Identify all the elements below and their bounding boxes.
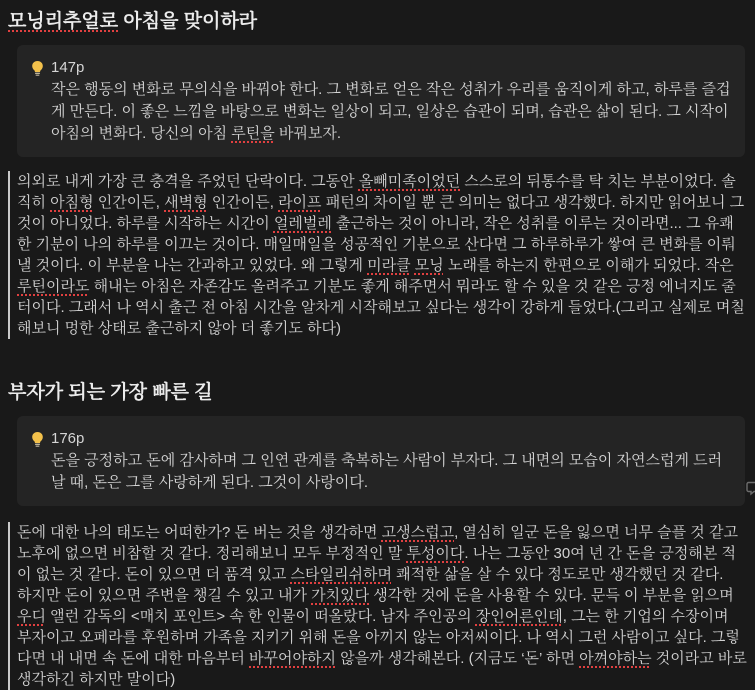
text-run: 돈을 긍정하고 돈에 감사하며 그 인연 관계를 축복하는 사람이 부자다. 그 내면의 모습이 자연스럽게 드러날 때, 돈은 그를 사랑하게 된다. 그것이 사랑이다. bbox=[51, 452, 723, 491]
misspelled-text: 모닝 bbox=[414, 257, 444, 274]
misspelled-text: 고생스럽고 bbox=[381, 524, 455, 541]
callout-quote-176p[interactable] bbox=[17, 416, 745, 506]
text-run: 노래를 하는지 한편으로 이해가 되었다. 작은 bbox=[443, 257, 734, 274]
text-run: 인간이든, bbox=[207, 194, 279, 211]
text-run: 앨런 감독의 <매치 포인트> 속 한 인물이 떠올랐다. 남자 주인공의 bbox=[45, 608, 476, 625]
quote-text-176p bbox=[51, 450, 731, 494]
callout-body bbox=[51, 57, 731, 145]
text-run: 출근하는 것이 아니라, 작은 성취를 이루는 것이라면... 그 유쾌한 기분이 나의 하루를 이끄는 것이다. 매일매일을 성공적인 기분으로 산다면 그 하루하루가 쌓여 큰 변화를 이뤄낼 것이다. 이 부분을 나는 간과하고 있었다. 왜 그렇게 bbox=[17, 215, 736, 274]
misspelled-text: 바꾸어야하지 bbox=[249, 650, 336, 667]
heading-morning-ritual[interactable] bbox=[8, 10, 747, 33]
text-run: 쾌적한 삶을 살 수 있다 정도로만 생각했던 것 같다. bbox=[391, 566, 724, 583]
lightbulb-icon[interactable] bbox=[30, 57, 47, 82]
misspelled-text: 얼레벌레 bbox=[273, 215, 332, 232]
text-run: 생각한 것에 돈을 사용할 수 있다. 문득 이 부분을 읽으며 bbox=[369, 587, 734, 604]
text-run: . 나는 그동안 30여 년 간 돈을 긍정해본 적이 없는 것 같다. 돈이 있으면 더 품격 있고 bbox=[17, 545, 736, 583]
misspelled-text: 아껴야하는 bbox=[579, 650, 652, 667]
text-run: 것이라고 바로 생각하긴 하지만 말이다) bbox=[17, 650, 747, 688]
page-number-label: 176p bbox=[51, 430, 85, 447]
misspelled-text: 새벽형 bbox=[164, 194, 208, 211]
misspelled-text: 라이프 bbox=[278, 194, 322, 211]
text-run: , 열심히 일군 돈을 잃으면 너무 슬플 것 같고 노후에 없으면 비참할 것 같다. 정리해보니 모두 부정적인 말 bbox=[17, 524, 738, 562]
callout-quote-147p[interactable] bbox=[17, 45, 745, 157]
comment-icon[interactable] bbox=[746, 480, 755, 496]
text-run: 작은 행동의 변화로 무의식을 바꿔야 한다. 그 변화로 얻은 작은 성취가 우리를 움직이게 하고, 하루를 즐겁게 만든다. 이 좋은 느낌을 바탕으로 변화는 일상이 되고, 일상은 습관이 되며, 습관은 삶이 된다. 그 시작이 아침의 변화다. 당신의 아침 bbox=[51, 81, 731, 142]
misspelled-text: 미라클 bbox=[367, 257, 411, 274]
heading-fastest-way-to-rich[interactable] bbox=[8, 381, 747, 404]
text-run: 하지만 돈이 있으면 주변을 챙길 수 있고 내가 bbox=[17, 587, 312, 604]
text-run: 인간이든, bbox=[93, 194, 165, 211]
misspelled-text: 모닝리추얼로 bbox=[8, 11, 119, 32]
misspelled-text: 가치있다 bbox=[311, 587, 370, 604]
text-run: 스스로의 뒤통수를 탁 치는 부분이었다. 솔직히 bbox=[17, 173, 736, 211]
text-run: 않을까 생각해본다. (지금도 ‘돈’ 하면 bbox=[336, 650, 580, 667]
misspelled-text: 장인어른인데 bbox=[475, 608, 563, 625]
note-paragraph-morning[interactable] bbox=[8, 171, 747, 339]
quote-text-147p bbox=[51, 79, 731, 145]
note-paragraph-money[interactable] bbox=[8, 522, 747, 690]
text-run: 패턴의 차이일 뿐 큰 의미는 없다고 생각했다. 하지만 읽어보니 그것이 아니었다. 하루를 시작하는 시간이 bbox=[17, 194, 745, 232]
text-run: 부자가 되는 가장 빠른 길 bbox=[8, 382, 213, 403]
misspelled-text: 아침형 bbox=[50, 194, 94, 211]
text-run: 돈에 대한 나의 태도는 어떠한가? 돈 버는 것을 생각하면 bbox=[17, 524, 382, 541]
text-run: 아침을 맞이하라 bbox=[118, 11, 258, 32]
misspelled-text: 스타일리쉬하며 bbox=[290, 566, 392, 583]
text-run: 바꿔보자. bbox=[274, 125, 342, 142]
page-number-label: 147p bbox=[51, 59, 85, 76]
misspelled-text: 투성이다 bbox=[406, 545, 465, 562]
misspelled-text: 루틴이라도 bbox=[17, 278, 90, 295]
callout-body bbox=[51, 428, 731, 494]
misspelled-text: 우디 bbox=[17, 608, 46, 625]
text-run: , 그는 한 기업의 수장이며 부자이고 오페라를 후원하며 가족을 지키기 위해 돈을 아끼지 않는 아저씨이다. 나 역시 그런 사람이고 싶다. 그렇다면 내 내면 속 돈에 대한 마음부터 bbox=[17, 608, 740, 667]
text-run: 해내는 아침은 자존감도 올려주고 기분도 좋게 해주면서 뭐라도 할 수 있을 것 같은 긍정 에너지도 줄 터이다. 그래서 나 역시 출근 전 아침 시간을 알차게 시작해보고 싶다는 생각이 강하게 들었다.(그리고 실제로 며칠 해보니 멍한 상태로 출근하지 않아 더 좋기도 하다) bbox=[17, 278, 745, 337]
text-run: 의외로 내게 가장 큰 충격을 주었던 단락이다. 그동안 bbox=[17, 173, 359, 190]
misspelled-text: 루틴을 bbox=[231, 125, 275, 142]
lightbulb-icon[interactable] bbox=[30, 428, 47, 453]
misspelled-text: 올빼미족이었던 bbox=[358, 173, 461, 190]
